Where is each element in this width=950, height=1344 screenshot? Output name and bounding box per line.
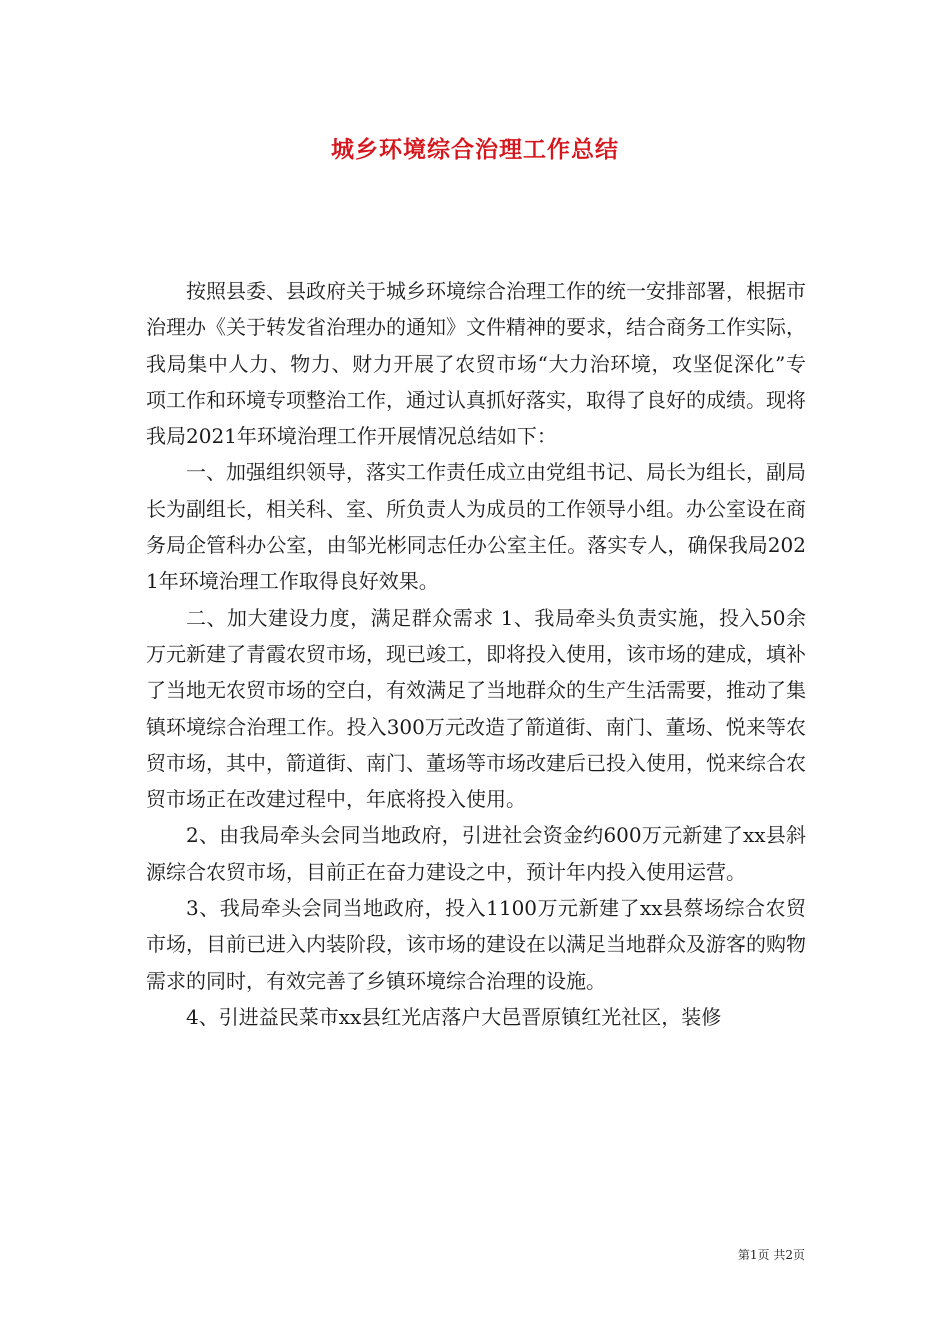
document-body <box>146 273 806 1035</box>
paragraph-section-1: 一、加强组织领导，落实工作责任成立由党组书记、局长为组长，副局长为副组长，相关科、室、所负责人为成员的工作领导小组。办公室设在商务局企管科办公室，由邹光彬同志任办公室主任。落实专人，确保我局2021年环境治理工作取得良好效果。 <box>146 460 806 594</box>
paragraph-intro: 按照县委、县政府关于城乡环境综合治理工作的统一安排部署，根据市治理办《关于转发省治理办的通知》文件精神的要求，结合商务工作实际，我局集中人力、物力、财力开展了农贸市场“大力治环境，攻坚促深化”专项工作和环境专项整治工作，通过认真抓好落实，取得了良好的成绩。现将我局2021年环境治理工作开展情况总结如下： <box>146 279 806 449</box>
paragraph-item-3: 3、我局牵头会同当地政府，投入1100万元新建了xx县蔡场综合农贸市场，目前已进入内装阶段，该市场的建设在以满足当地群众及游客的购物需求的同时，有效完善了乡镇环境综合治理的设施。 <box>146 896 806 993</box>
paragraph-item-4: 4、引进益民菜市xx县红光店落户大邑晋原镇红光社区，装修 <box>186 1004 722 1029</box>
page-number: 第1页 共2页 <box>737 1248 805 1262</box>
document-title: 城乡环境综合治理工作总结 <box>331 136 619 163</box>
paragraph-item-2: 2、由我局牵头会同当地政府，引进社会资金约600万元新建了xx县斜源综合农贸市场，目前正在奋力建设之中，预计年内投入使用运营。 <box>146 823 806 884</box>
paragraph-section-2: 二、加大建设力度，满足群众需求 1、我局牵头负责实施，投入50余万元新建了青霞农贸市场，现已竣工，即将投入使用，该市场的建成，填补了当地无农贸市场的空白，有效满足了当地群众的生产生活需要，推动了集镇环境综合治理工作。投入300万元改造了箭道街、南门、董场、悦来等农贸市场，其中，箭道街、南门、董场等市场改建后已投入使用，悦来综合农贸市场正在改建过程中，年底将投入使用。 <box>146 605 806 812</box>
